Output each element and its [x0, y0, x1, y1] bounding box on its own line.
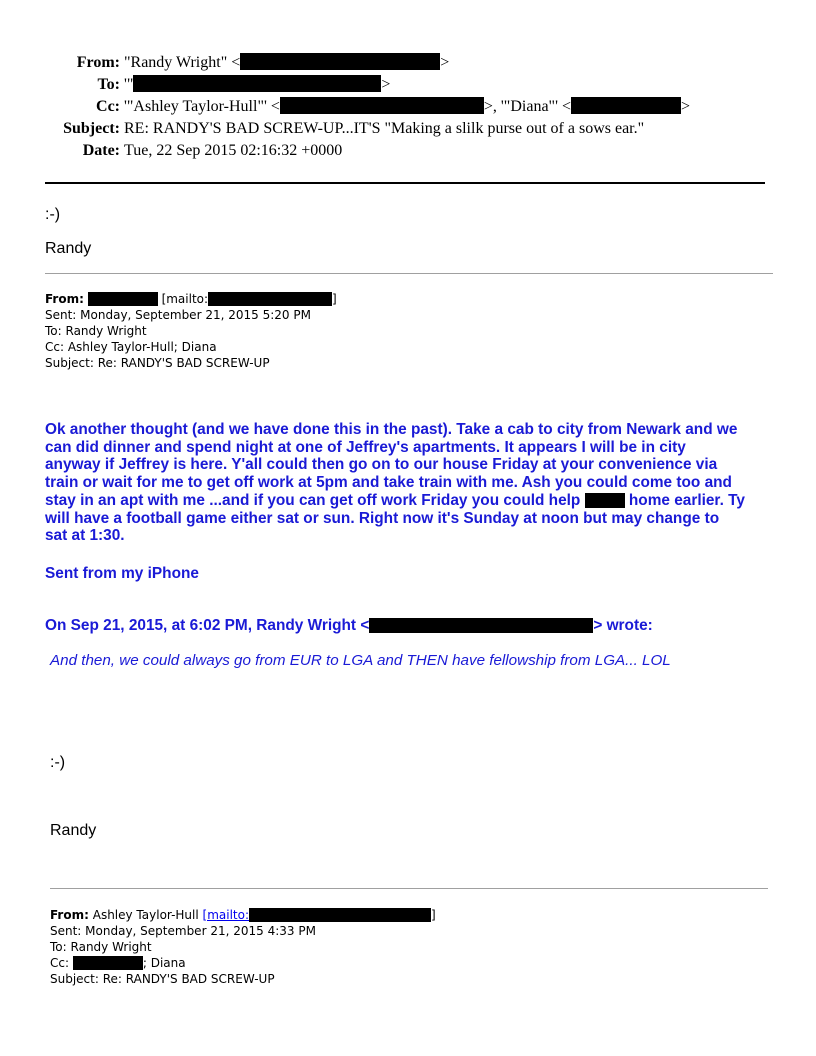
- redacted-email: [208, 292, 332, 306]
- reply-signature: Randy: [45, 240, 92, 257]
- cc-name-1: '"Ashley Taylor-Hull"': [124, 98, 267, 115]
- header-date-row: [0, 141, 342, 161]
- quote-divider-1: [45, 273, 773, 274]
- redacted-email: [249, 908, 431, 922]
- body-line: anyway if Jeffrey is here. Y'all could then go on to our house Friday at your convenience via: [45, 456, 718, 474]
- qh2-from-name: Ashley Taylor-Hull: [92, 908, 199, 922]
- qh1-from-row: From: [mailto: ]: [45, 292, 337, 306]
- qh1-sent: Sent: Monday, September 21, 2015 5:20 PM: [45, 308, 311, 322]
- qh1-to: To: Randy Wright: [45, 324, 147, 338]
- date-label: Date:: [82, 142, 120, 159]
- body-line: stay in an apt with me ...and if you can get off work Friday you could help home earlier. Ty: [45, 491, 745, 509]
- qh2-cc-row: Cc: ; Diana: [50, 956, 186, 970]
- header-cc-row: Cc: '"Ashley Taylor-Hull"' < >, '"Diana"' < >: [0, 97, 690, 117]
- redacted-email: [133, 75, 381, 92]
- redacted-name: [88, 292, 158, 306]
- reply-smiley: :-): [45, 206, 61, 223]
- message-body: [45, 421, 745, 545]
- qh2-to-name: Randy Wright: [70, 940, 152, 954]
- qh2-sent: Sent: Monday, September 21, 2015 4:33 PM: [50, 924, 316, 938]
- quoted-header-2: [50, 907, 436, 987]
- date-text: Tue, 22 Sep 2015 02:16:32 +0000: [124, 142, 343, 159]
- header-from-row: From: "Randy Wright" < >: [0, 53, 449, 73]
- qh2-from-row: From: Ashley Taylor-Hull [mailto: ]: [50, 908, 436, 922]
- quoted-header-1: [45, 291, 337, 371]
- from-label: From:: [76, 54, 120, 71]
- qh2-from-label: From:: [50, 908, 89, 922]
- redacted-email: [240, 53, 440, 70]
- quoted-signature: Randy: [50, 822, 97, 839]
- header-subject-row: [0, 119, 644, 139]
- subject-label: Subject:: [63, 120, 120, 137]
- qh1-cc: Cc: Ashley Taylor-Hull; Diana: [45, 340, 217, 354]
- redacted-email: [571, 97, 681, 114]
- qh1-subject: Subject: Re: RANDY'S BAD SCREW-UP: [45, 356, 270, 370]
- quote-divider-2: [50, 888, 768, 889]
- qh1-from-label: From:: [45, 292, 84, 306]
- redacted-name: [585, 493, 625, 508]
- quoted-smiley: :-): [50, 754, 66, 771]
- cc-name-2: '"Diana"': [500, 98, 558, 115]
- qh2-subject: Subject: Re: RANDY'S BAD SCREW-UP: [50, 972, 275, 986]
- redacted-email: [280, 97, 484, 114]
- body-line: Ok another thought (and we have done this in the past). Take a cab to city from Newark and we: [45, 421, 738, 438]
- quoted-reply-text: And then, we could always go from EUR to LGA and THEN have fellowship from LGA... LOL: [50, 652, 671, 669]
- from-name: "Randy Wright": [124, 54, 228, 71]
- sent-from-signoff: Sent from my iPhone: [45, 565, 199, 582]
- redacted-email: [369, 618, 593, 633]
- to-prefix: '": [124, 76, 134, 93]
- body-line: train or wait for me to get off work at 5pm and take train with me. Ash you could come too and: [45, 474, 732, 492]
- qh2-to-row: To: Randy Wright: [50, 940, 152, 954]
- wrote-line: On Sep 21, 2015, at 6:02 PM, Randy Wright < > wrote:: [45, 617, 653, 634]
- body-line: sat at 1:30.: [45, 527, 125, 545]
- body-line: can did dinner and spend night at one of Jeffrey's apartments. It appears I will be in city: [45, 438, 686, 456]
- header-divider: [45, 182, 765, 184]
- header-to-row: To: '" >: [0, 75, 390, 95]
- qh2-mailto-link[interactable]: [mailto:: [203, 908, 431, 922]
- to-label: To:: [97, 76, 120, 93]
- body-line: will have a football game either sat or sun. Right now it's Sunday at noon but may change to: [45, 509, 720, 527]
- redacted-name: [73, 956, 143, 970]
- subject-text: RE: RANDY'S BAD SCREW-UP...IT'S "Making a slilk purse out of a sows ear.": [124, 120, 645, 137]
- cc-label: Cc:: [96, 98, 120, 115]
